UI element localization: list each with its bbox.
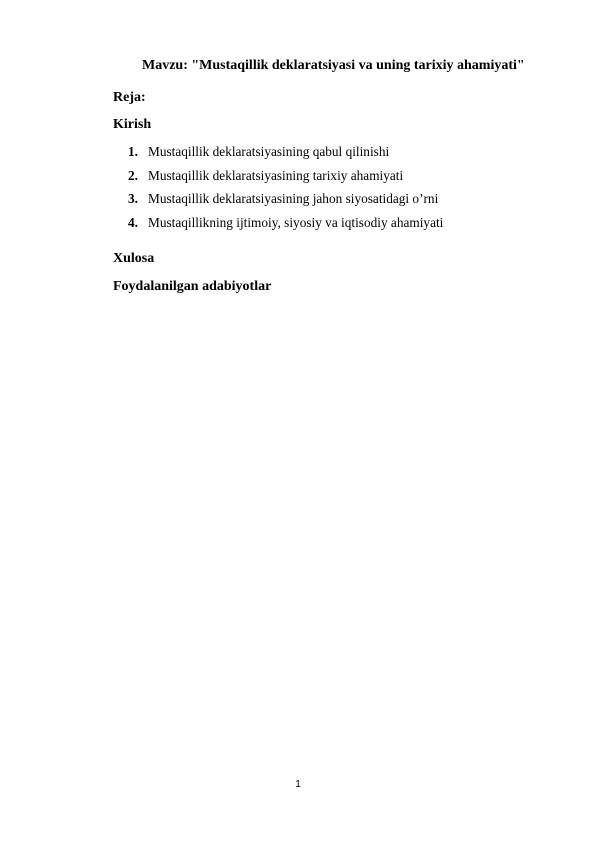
plan-item-number: 3.: [128, 191, 138, 206]
plan-item-number: 4.: [128, 214, 138, 230]
plan-list: [128, 143, 443, 237]
conclusion-heading: Xulosa: [113, 251, 155, 266]
plan-item-text: Mustaqillik deklaratsiyasining tarixiy ahamiyati: [148, 167, 404, 183]
plan-item: [128, 190, 443, 214]
plan-item-number: 1.: [128, 144, 138, 159]
plan-item-text: Mustaqillik deklaratsiyasining qabul qilinishi: [148, 144, 390, 159]
plan-item: [128, 143, 443, 167]
plan-item-text: Mustaqillikning ijtimoiy, siyosiy va iqtisodiy ahamiyati: [148, 214, 444, 230]
intro-heading: Kirish: [113, 117, 152, 132]
plan-item-number: 2.: [128, 167, 138, 183]
references-heading: Foydalanilgan adabiyotlar: [113, 279, 272, 294]
plan-heading: Reja:: [113, 90, 146, 105]
plan-item-text: Mustaqillik deklaratsiyasining jahon siyosatidagi o’rni: [148, 191, 439, 206]
page-number: 1: [295, 779, 301, 790]
document-title: Mavzu: "Mustaqillik deklaratsiyasi va uning tarixiy ahamiyati": [142, 58, 525, 73]
plan-item: [128, 167, 443, 191]
plan-item: [128, 214, 443, 238]
